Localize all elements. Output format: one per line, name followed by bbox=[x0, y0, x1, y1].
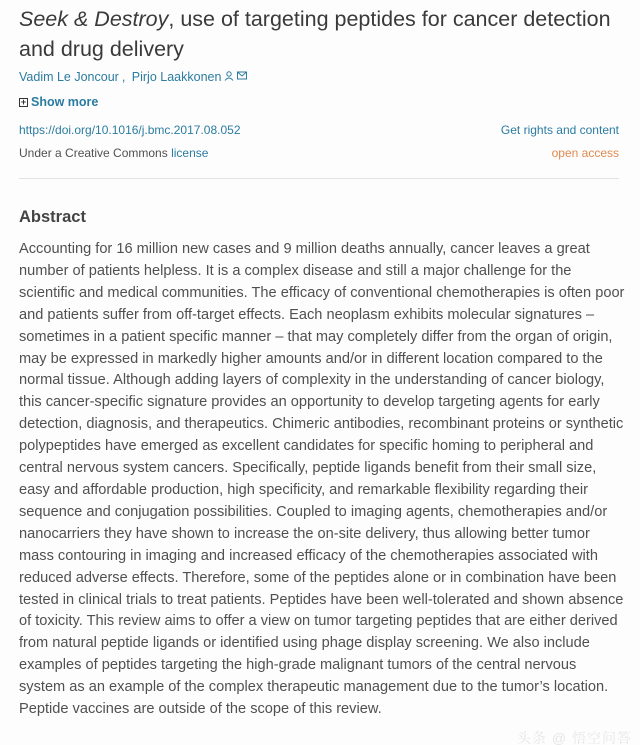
show-more-button[interactable] bbox=[19, 95, 98, 109]
article-title-rest: , use of targeting peptides for cancer detection and drug delivery bbox=[19, 7, 611, 61]
author-list bbox=[19, 70, 247, 84]
show-more-label: Show more bbox=[31, 95, 99, 109]
person-icon bbox=[224, 71, 234, 84]
license-link[interactable]: license bbox=[171, 146, 209, 160]
abstract-text: Accounting for 16 million new cases and 9 million deaths annually, cancer leaves a great number of patients helpless. It is a complex disease and still a major challenge for the scientific and medical communities. The efficacy of conventional chemotherapies is often poor and patients suffer from off-target effects. Each neoplasm exhibits molecular signatures – sometimes in a patient specific manner – that may completely differ from the organ of origin, may be expressed in markedly higher amounts and/or in different location compared to the normal tissue. Although adding layers of complexity in the understanding of cancer biology, this cancer-specific signature provides an opportunity to develop targeting agents for early detection, diagnosis, and therapeutics. Chimeric antibodies, recombinant proteins or synthetic polypeptides have emerged as excellent candidates for specific homing to peripheral and central nervous system cancers. Specifically, peptide ligands benefit from their small size, easy and affordable production, high specificity, and remarkable flexibility regarding their sequence and conjugation possibilities. Coupled to imaging agents, chemotherapies and/or nanocarriers they have shown to increase the on-site delivery, thus allowing better tumor mass contouring in imaging and increased efficacy of the chemotherapies associated with reduced adverse effects. Therefore, some of the peptides alone or in combination have been tested in clinical trials to treat patients. Peptides have been well-tolerated and shown absence of toxicity. This review aims to offer a view on tumor targeting peptides that are either derived from natural peptide ligands or identified using phage display screening. We also include examples of peptides targeting the high-grade malignant tumors of the central nervous system as an example of the complex therapeutic management due to the tumor’s location. Peptide vaccines are outside of the scope of this review. bbox=[19, 241, 625, 718]
expand-plus-icon: + bbox=[20, 96, 27, 107]
article-title-italic: Seek & Destroy bbox=[19, 7, 169, 31]
section-divider bbox=[19, 178, 619, 179]
open-access-badge: open access bbox=[551, 146, 619, 160]
mail-icon[interactable] bbox=[237, 71, 247, 83]
doi-link[interactable]: https://doi.org/10.1016/j.bmc.2017.08.052 bbox=[19, 123, 241, 137]
author-link[interactable]: Pirjo Laakkonen bbox=[131, 70, 222, 84]
get-rights-link[interactable]: Get rights and content bbox=[500, 123, 619, 137]
author-link[interactable]: Vadim Le Joncour bbox=[19, 70, 119, 84]
watermark: 头条 @ 悟空问答 bbox=[517, 730, 632, 745]
article-title bbox=[19, 4, 629, 64]
license-statement bbox=[19, 146, 208, 160]
author-separator: , bbox=[121, 70, 129, 84]
license-prefix: Under a Creative Commons bbox=[19, 146, 172, 160]
abstract-heading: Abstract bbox=[19, 208, 86, 226]
